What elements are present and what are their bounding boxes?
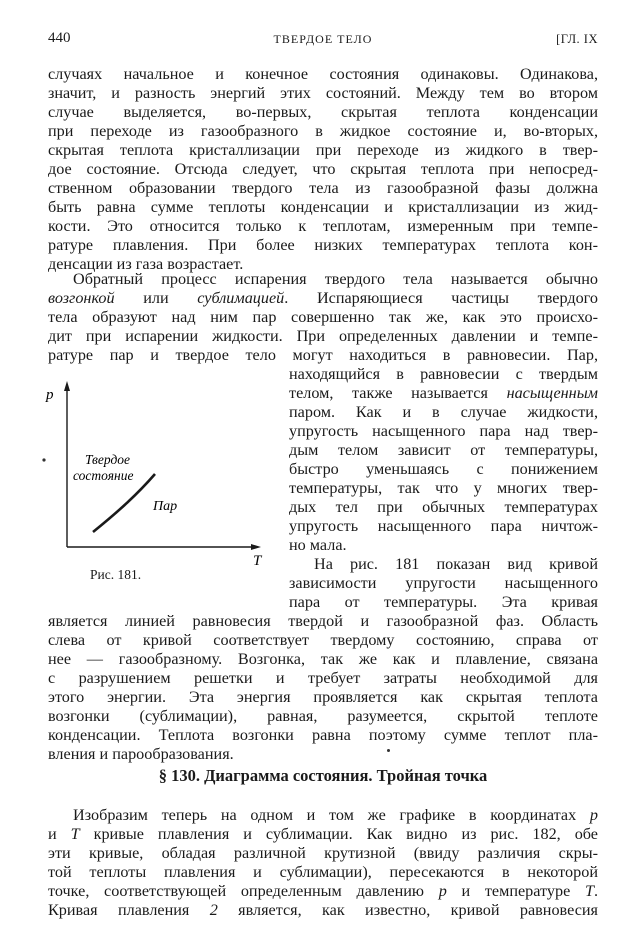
text-span: . Испаряющиеся частицы твердого: [284, 289, 598, 307]
symbol-t: T: [584, 882, 594, 900]
figure-caption: Рис. 181.: [90, 567, 142, 582]
text-line: дых тел при обычных температурах: [289, 498, 598, 516]
text-line: случаях начальное и конечное состояния одинаковы. Одинакова,: [48, 65, 598, 83]
text-span: и: [48, 825, 71, 843]
text-line: денсации из газа возрастает.: [48, 255, 244, 273]
text-line: эти кривые, обладая различной крутизной (ввиду различия скры-: [48, 844, 598, 862]
text-line: скрытая теплота кристаллизации при переходе из жидкого в твер-: [48, 141, 598, 159]
text-line: [48, 825, 598, 844]
text-line: быть равна сумме теплоты конденсации и кристаллизации из жид-: [48, 198, 598, 216]
chapter-label: [ГЛ. IX: [556, 32, 598, 46]
text-span: и температуре: [446, 882, 585, 900]
text-line: температуры, так что у многих твер-: [289, 479, 598, 497]
text-line: паром. Как и в случае жидкости,: [289, 403, 598, 421]
text-line: [48, 882, 598, 901]
term-sublimation: сублимацией: [197, 289, 285, 307]
text-line: с разрушением решетки и требует затраты необходимой для: [48, 669, 598, 687]
solid-label: Твердое: [85, 452, 131, 467]
text-line: той теплоты плавления и сублимации), пересекаются в некоторой: [48, 863, 598, 881]
text-line: зависимости упругости насыщенного: [289, 574, 598, 592]
text-line: [48, 289, 598, 308]
text-line: [48, 806, 598, 825]
text-line: случае выделяется, во-первых, скрытая теплота конденсации: [48, 103, 598, 121]
text-line: На рис. 181 показан вид кривой: [314, 555, 598, 573]
text-line: пара от температуры. Эта кривая: [289, 593, 598, 611]
curve-number: 2: [209, 901, 218, 919]
text-line: находящийся в равновесии с твердым: [289, 365, 598, 383]
text-line: возгонки (сублимации), равная, разумеется, скрытой теплоте: [48, 707, 598, 725]
text-span: телом, также называется: [289, 384, 507, 402]
text-line: является линией равновесия твердой и газообразной фаз. Область: [48, 612, 598, 630]
text-line: ратуре плавления. При более низких температурах теплота кон-: [48, 236, 598, 254]
figure-181: [40, 375, 280, 585]
text-line: слева от кривой соответствует твердому состоянию, справа от: [48, 631, 598, 649]
text-line: но мала.: [289, 536, 347, 554]
solid-label-2: состояние: [73, 468, 134, 483]
text-span: .: [593, 882, 598, 900]
vapor-label: Пар: [153, 499, 178, 514]
x-axis-arrow: [251, 544, 261, 550]
print-speck: [387, 749, 390, 752]
text-line: вления и парообразования.: [48, 745, 234, 763]
running-title: ТВЕРДОЕ ТЕЛО: [273, 32, 373, 46]
text-line: упругость насыщенного пара над твер-: [289, 422, 598, 440]
text-line: быстро уменьшаясь с понижением: [289, 460, 598, 478]
term-vozgonka: возгонкой: [48, 289, 115, 307]
text-line: Обратный процесс испарения твердого тела называется обычно: [73, 270, 598, 288]
text-span: кривые плавления и сублимации. Как видно из рис. 182, обе: [79, 825, 598, 843]
text-line: кости. Это относится только к теплотам, измеренным при темпе-: [48, 217, 598, 235]
text-line: дое состояние. Отсюда следует, что скрытая теплота при непосред-: [48, 160, 598, 178]
section-heading: § 130. Диаграмма состояния. Тройная точка: [158, 766, 488, 785]
text-line: [289, 384, 598, 403]
text-line: дым телом зависит от температуры,: [289, 441, 598, 459]
term-saturated: насыщенным: [506, 384, 598, 402]
text-span: точке, соответствующей определенным давлению: [48, 882, 439, 900]
x-axis-label: T: [253, 553, 262, 569]
text-span: Кривая плавления: [48, 901, 210, 919]
page-number: 440: [48, 30, 71, 46]
text-span: или: [114, 289, 198, 307]
text-line: значит, и разность энергий этих состояний. Между тем во втором: [48, 84, 598, 102]
running-header: [48, 30, 598, 50]
text-line: дит при испарении жидкости. При определенных давлении и темпе-: [48, 327, 598, 345]
y-axis-label: p: [46, 387, 54, 403]
text-line: тела образуют над ним пар совершенно так же, как это происхо-: [48, 308, 598, 326]
text-line: конденсации. Теплота возгонки равна поэтому сумме теплот пла-: [48, 726, 598, 744]
symbol-p: p: [438, 882, 447, 900]
text-line: при переходе из газообразного в жидкое состояние и, во-вторых,: [48, 122, 598, 140]
phase-diagram: [40, 375, 280, 585]
symbol-t: T: [70, 825, 80, 843]
text-line: [48, 901, 598, 920]
symbol-p: p: [589, 806, 598, 824]
text-line: ратуре пар и твердое тело могут находиться в равновесии. Пар,: [48, 346, 598, 364]
text-line: нее — газообразному. Возгонка, так же как и плавление, связана: [48, 650, 598, 668]
text-span: Изобразим теперь на одном и том же графике в координатах: [73, 806, 590, 824]
text-span: является, как известно, кривой равновесия: [217, 901, 598, 919]
y-axis-arrow: [64, 381, 70, 391]
text-line: этого энергии. Эта энергия проявляется как скрытая теплота: [48, 688, 598, 706]
print-speck: [42, 458, 45, 461]
text-line: упругость насыщенного пара ничтож-: [289, 517, 598, 535]
text-line: ственном образовании твердого тела из газообразной фазы должна: [48, 179, 598, 197]
